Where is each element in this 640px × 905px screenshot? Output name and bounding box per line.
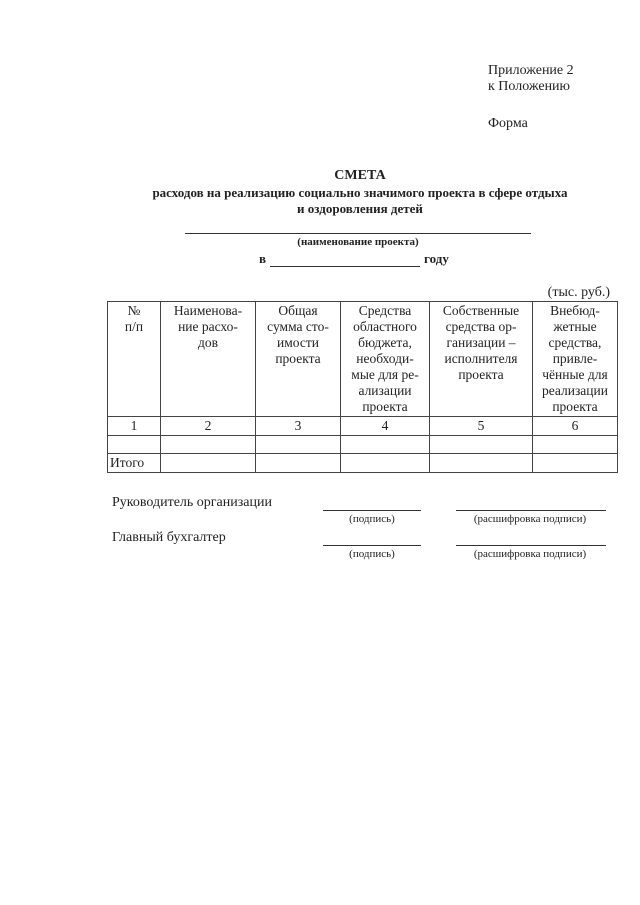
year-suffix: году — [424, 251, 449, 266]
accountant-decode-line — [456, 545, 606, 546]
column-number-row — [108, 417, 618, 436]
empty-cell — [161, 454, 256, 473]
project-name-caption: (наименование проекта) — [297, 236, 419, 248]
year-prefix: в — [259, 251, 267, 266]
accountant-sign-caption: (подпись) — [349, 548, 395, 560]
director-decode-line — [456, 510, 606, 511]
empty-cell — [161, 436, 256, 454]
column-number-cell: 5 — [430, 417, 533, 436]
year-row — [259, 251, 449, 267]
empty-cell — [256, 436, 341, 454]
header-cell-expense-name: Наименова- ние расхо- дов — [161, 302, 256, 417]
form-label: Форма — [488, 116, 528, 131]
header-cell-own-funds: Собственные средства ор- ганизации – исполнителя проекта — [430, 302, 533, 417]
empty-cell — [430, 454, 533, 473]
appendix-line-1: Приложение 2 — [488, 63, 574, 78]
director-signature-line — [323, 510, 421, 511]
empty-cell — [256, 454, 341, 473]
title-line-2: и оздоровления детей — [297, 201, 423, 216]
header-cell-total-cost: Общая сумма сто- имости проекта — [256, 302, 341, 417]
appendix-note — [488, 63, 574, 95]
director-sign-caption: (подпись) — [349, 513, 395, 525]
header-cell-number: № п/п — [108, 302, 161, 417]
total-label: Итого — [108, 454, 161, 473]
title-main: СМЕТА — [334, 168, 386, 183]
units-label: (тыс. руб.) — [547, 285, 610, 300]
empty-cell — [341, 454, 430, 473]
column-number-cell: 2 — [161, 417, 256, 436]
empty-cell — [533, 436, 618, 454]
column-number-cell: 3 — [256, 417, 341, 436]
table-row — [108, 436, 618, 454]
appendix-line-2: к Положению — [488, 79, 571, 94]
total-row — [108, 454, 618, 473]
accountant-signature-line — [323, 545, 421, 546]
title-line-1: расходов на реализацию социально значимого проекта в сфере отдыха — [152, 185, 568, 200]
header-cell-regional-budget: Средства областного бюджета, необходи- мые для ре- ализации проекта — [341, 302, 430, 417]
empty-cell — [341, 436, 430, 454]
accountant-label: Главный бухгалтер — [112, 530, 226, 545]
director-decode-caption: (расшифровка подписи) — [473, 513, 587, 525]
accountant-decode-caption: (расшифровка подписи) — [473, 548, 587, 560]
estimate-table — [107, 301, 618, 473]
column-number-cell: 1 — [108, 417, 161, 436]
empty-cell — [108, 436, 161, 454]
table-header-row — [108, 302, 618, 417]
document-title — [90, 167, 630, 217]
header-cell-extrabudgetary: Внебюд- жетные средства, привле- чённые для реализации проекта — [533, 302, 618, 417]
empty-cell — [430, 436, 533, 454]
column-number-cell: 6 — [533, 417, 618, 436]
empty-cell — [533, 454, 618, 473]
column-number-cell: 4 — [341, 417, 430, 436]
project-name-line — [185, 233, 531, 234]
year-blank-line — [270, 253, 420, 267]
director-label: Руководитель организации — [112, 495, 272, 510]
